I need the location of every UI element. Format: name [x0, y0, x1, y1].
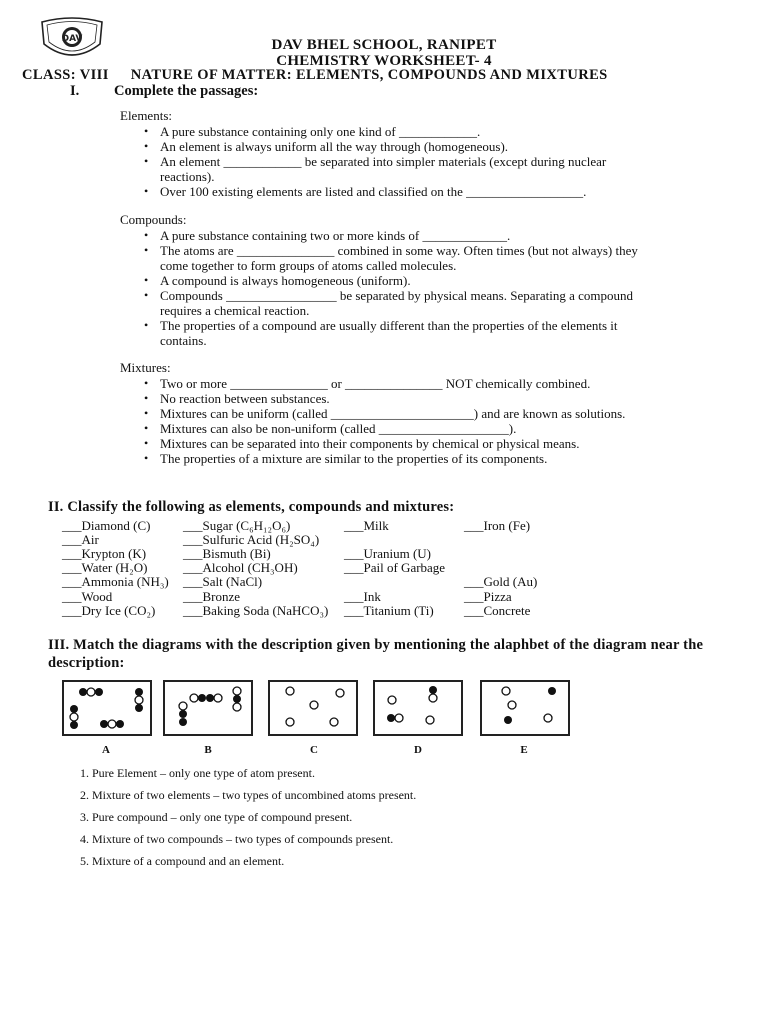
list-item: • Two or more _______________ or _______________ NOT chemically combined.	[160, 376, 600, 391]
section-1-title: Complete the passages:	[114, 83, 259, 99]
list-item: • No reaction between substances.	[160, 391, 680, 406]
elements-title: Elements:	[120, 108, 172, 123]
list-item: • Compounds _________________ be separated by physical means. Separating a compound requires a chemical reaction.	[160, 288, 660, 318]
classify-item: ___Baking Soda (NaHCO₃)	[183, 603, 329, 618]
classify-item: ___Pizza	[464, 589, 512, 604]
school-name: DAV BHEL SCHOOL, RANIPET	[271, 37, 497, 53]
classify-item: ___Ink	[344, 589, 381, 604]
list-item: • An element ____________ be separated into simpler materials (except during nuclear reactions).	[160, 154, 640, 184]
classify-item: ___Titanium (Ti)	[344, 603, 434, 618]
classify-item: ___Salt (NaCl)	[183, 574, 263, 589]
classify-item: ___Bronze	[183, 589, 241, 604]
classify-item: ___Uranium (U)	[344, 546, 432, 561]
diagram-label-e: E	[520, 744, 528, 756]
classify-item: ___Dry Ice (CO₂)	[62, 603, 156, 618]
classify-item: ___Water (H₂O)	[62, 560, 148, 575]
list-item: • Over 100 existing elements are listed and classified on the __________________.	[160, 184, 680, 199]
list-item: • The properties of a compound are usually different than the properties of the elements it contains.	[160, 318, 640, 348]
section-1-heading	[70, 83, 258, 100]
class-topic-line	[22, 67, 608, 84]
section-2-title: II. Classify the following as elements, compounds and mixtures:	[48, 499, 455, 515]
list-item: • Mixtures can be separated into their components by chemical or physical means.	[160, 436, 680, 451]
worksheet-title: CHEMISTRY WORKSHEET- 4	[276, 53, 492, 69]
compounds-passage	[120, 212, 680, 348]
section-1-number: I.	[70, 83, 80, 99]
mixtures-title: Mixtures:	[120, 360, 171, 375]
classify-item: ___Air	[62, 532, 99, 547]
diagram-label-c: C	[310, 744, 318, 756]
list-item: • A pure substance containing two or more kinds of _____________.	[160, 228, 680, 243]
list-item: • An element is always uniform all the way through (homogeneous).	[160, 139, 680, 154]
list-item: • Mixtures can also be non-uniform (called ____________________).	[160, 421, 680, 436]
classify-item: ___Iron (Fe)	[464, 518, 531, 533]
compounds-title: Compounds:	[120, 212, 187, 227]
description-4: 4. Mixture of two compounds – two types of compounds present.	[80, 832, 394, 846]
description-3: 3. Pure compound – only one type of compound present.	[80, 810, 353, 824]
list-item: • The atoms are _______________ combined in some way. Often times (but not always) they come together to form groups of atoms called molecules.	[160, 243, 650, 273]
diagram-label-d: D	[414, 744, 422, 756]
description-2: 2. Mixture of two elements – two types of uncombined atoms present.	[80, 788, 417, 802]
list-item: • The properties of a mixture are similar to the properties of its components.	[160, 451, 680, 466]
classify-item: ___Concrete	[464, 603, 531, 618]
classify-item: ___Diamond (C)	[62, 518, 151, 533]
list-item: • A compound is always homogeneous (uniform).	[160, 273, 680, 288]
classify-item: ___Milk	[344, 518, 389, 533]
section-3-title: III. Match the diagrams with the description given by mentioning the alaphbet of the diagram near the description:	[48, 637, 704, 671]
diagram-b	[163, 680, 253, 736]
diagram-c	[268, 680, 358, 736]
classify-item: ___Krypton (K)	[62, 546, 147, 561]
classify-item: ___Sulfuric Acid (H₂SO₄)	[183, 532, 320, 547]
classify-item: ___Pail of Garbage	[344, 560, 446, 575]
logo-text: DAV	[61, 34, 83, 44]
diagram-a	[62, 680, 152, 736]
classify-item: ___Bismuth (Bi)	[183, 546, 271, 561]
topic-title: NATURE OF MATTER: ELEMENTS, COMPOUNDS AND MIXTURES	[130, 67, 608, 83]
elements-passage	[120, 108, 680, 199]
classify-item: ___Ammonia (NH₃)	[62, 574, 169, 589]
mixtures-passage	[120, 360, 680, 466]
list-item: • A pure substance containing only one kind of ____________.	[160, 124, 680, 139]
diagram-d	[373, 680, 463, 736]
diagram-label-b: B	[204, 744, 212, 756]
diagram-label-a: A	[102, 744, 110, 756]
description-1: 1. Pure Element – only one type of atom present.	[80, 766, 315, 780]
diagram-e	[480, 680, 570, 736]
classify-item: ___Sugar (C₆H₁₂O₆)	[183, 518, 291, 533]
list-item: • Mixtures can be uniform (called ______________________) and are known as solutions.	[160, 406, 650, 421]
classify-item: ___Alcohol (CH₃OH)	[183, 560, 298, 575]
description-5: 5. Mixture of a compound and an element.	[80, 854, 285, 868]
class-label: CLASS: VIII	[22, 67, 109, 83]
classify-item: ___Wood	[62, 589, 113, 604]
classify-item: ___Gold (Au)	[464, 574, 538, 589]
